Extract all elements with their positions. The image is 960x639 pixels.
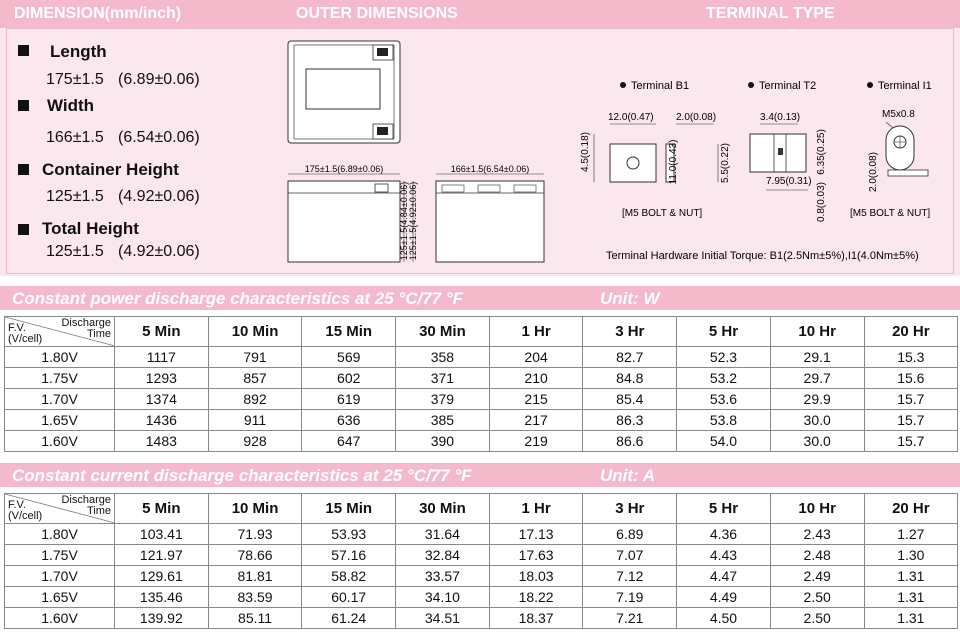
bullet-icon xyxy=(18,100,29,111)
i1-bolt: M5x0.8 xyxy=(882,109,915,120)
table-cell: 2.50 xyxy=(770,587,864,608)
table-corner-cell xyxy=(5,494,115,524)
table-cell: 29.1 xyxy=(770,347,864,368)
column-header: 15 Min xyxy=(302,317,396,347)
table-cell: 1117 xyxy=(115,347,209,368)
table-row xyxy=(5,524,958,545)
column-header: 5 Hr xyxy=(677,317,771,347)
column-header: 10 Min xyxy=(208,494,302,524)
dim-total-height-mm: 125±1.5 xyxy=(46,243,104,260)
current-discharge-table xyxy=(4,493,958,629)
dim-total-height-inch: (4.92±0.06) xyxy=(118,243,200,260)
table-cell: 219 xyxy=(489,431,583,452)
table-cell: 2.43 xyxy=(770,524,864,545)
table-cell: 32.84 xyxy=(396,545,490,566)
table-header-row xyxy=(5,317,958,347)
table-row xyxy=(5,608,958,629)
dim-length-label: Length xyxy=(50,42,107,61)
terminal-drawings xyxy=(570,72,955,272)
table-cell: 139.92 xyxy=(115,608,209,629)
b1-h3: 5.5(0.22) xyxy=(720,142,731,184)
table-cell: 60.17 xyxy=(302,587,396,608)
table-cell: 17.13 xyxy=(489,524,583,545)
table-cell: 1483 xyxy=(115,431,209,452)
b1-w2: 2.0(0.08) xyxy=(676,112,717,123)
power-discharge-table xyxy=(4,316,958,452)
current-section-title-bar xyxy=(0,463,960,487)
table-cell: 6.89 xyxy=(583,524,677,545)
terminal-b1 xyxy=(580,80,731,219)
table-row xyxy=(5,566,958,587)
table-cell: 569 xyxy=(302,347,396,368)
t2-h2: 0.8(0.03) xyxy=(816,181,827,223)
column-header: 20 Hr xyxy=(864,494,958,524)
table-cell: 18.22 xyxy=(489,587,583,608)
table-cell: 33.57 xyxy=(396,566,490,587)
table-cell: 4.47 xyxy=(677,566,771,587)
table-cell: 215 xyxy=(489,389,583,410)
dim-container-height-label: Container Height xyxy=(42,160,179,179)
b1-w1: 12.0(0.47) xyxy=(608,112,654,123)
table-cell: 2.49 xyxy=(770,566,864,587)
bullet-icon xyxy=(867,82,873,88)
power-section-unit: Unit: W xyxy=(600,289,660,308)
table-cell: 15.6 xyxy=(864,368,958,389)
b1-h2: 11.0(0.43) xyxy=(668,139,679,185)
column-header: 5 Min xyxy=(115,494,209,524)
row-voltage-cell: 1.70V xyxy=(5,566,115,587)
table-row xyxy=(5,347,958,368)
table-cell: 29.9 xyxy=(770,389,864,410)
t2-w1: 3.4(0.13) xyxy=(760,112,801,123)
dim-length-inch: (6.89±0.06) xyxy=(118,71,200,88)
table-cell: 4.49 xyxy=(677,587,771,608)
bullet-icon xyxy=(620,82,626,88)
corner-fv: F.V. xyxy=(8,322,26,334)
table-cell: 57.16 xyxy=(302,545,396,566)
table-cell: 53.6 xyxy=(677,389,771,410)
outer-dimensions-drawing xyxy=(280,36,580,268)
table-cell: 84.8 xyxy=(583,368,677,389)
table-cell: 7.07 xyxy=(583,545,677,566)
table-cell: 1436 xyxy=(115,410,209,431)
table-cell: 34.10 xyxy=(396,587,490,608)
table-cell: 17.63 xyxy=(489,545,583,566)
column-header: 1 Hr xyxy=(489,317,583,347)
table-cell: 1293 xyxy=(115,368,209,389)
table-cell: 911 xyxy=(208,410,302,431)
column-header: 30 Min xyxy=(396,494,490,524)
table-cell: 85.11 xyxy=(208,608,302,629)
table-cell: 135.46 xyxy=(115,587,209,608)
height-label-a: 125±1.5(4.84±0.06) xyxy=(399,181,409,261)
table-row xyxy=(5,431,958,452)
table-row xyxy=(5,410,958,431)
row-voltage-cell: 1.80V xyxy=(5,524,115,545)
table-cell: 58.82 xyxy=(302,566,396,587)
table-cell: 29.7 xyxy=(770,368,864,389)
terminal-i1-name: Terminal I1 xyxy=(878,80,932,92)
table-cell: 85.4 xyxy=(583,389,677,410)
i1-h1: 2.0(0.08) xyxy=(868,151,879,193)
dim-total-height-label: Total Height xyxy=(42,219,139,238)
table-cell: 636 xyxy=(302,410,396,431)
table-cell: 892 xyxy=(208,389,302,410)
table-cell: 103.41 xyxy=(115,524,209,545)
battery-side-view xyxy=(436,164,544,262)
column-header: 10 Hr xyxy=(770,494,864,524)
table-row xyxy=(5,389,958,410)
column-header: 10 Hr xyxy=(770,317,864,347)
column-header: 15 Min xyxy=(302,494,396,524)
table-cell: 86.6 xyxy=(583,431,677,452)
row-voltage-cell: 1.75V xyxy=(5,368,115,389)
table-cell: 210 xyxy=(489,368,583,389)
table-cell: 602 xyxy=(302,368,396,389)
column-header: 5 Min xyxy=(115,317,209,347)
b1-note: [M5 BOLT & NUT] xyxy=(622,208,703,219)
table-header-row xyxy=(5,494,958,524)
corner-vcell: (V/cell) xyxy=(8,510,43,522)
table-cell: 1.31 xyxy=(864,608,958,629)
terminal-b1-name: Terminal B1 xyxy=(631,80,690,92)
row-voltage-cell: 1.60V xyxy=(5,608,115,629)
table-cell: 2.50 xyxy=(770,608,864,629)
battery-top-view xyxy=(288,41,400,143)
corner-vcell: (V/cell) xyxy=(8,333,43,345)
table-cell: 2.48 xyxy=(770,545,864,566)
height-label-b: 125±1.5(4.92±0.06) xyxy=(408,181,418,261)
table-cell: 53.8 xyxy=(677,410,771,431)
column-header: 3 Hr xyxy=(583,494,677,524)
t2-h1: 6.35(0.25) xyxy=(816,129,827,175)
table-cell: 1374 xyxy=(115,389,209,410)
table-row xyxy=(5,587,958,608)
table-cell: 34.51 xyxy=(396,608,490,629)
battery-front-view xyxy=(288,164,418,262)
table-cell: 18.03 xyxy=(489,566,583,587)
table-cell: 30.0 xyxy=(770,410,864,431)
side-width-label: 166±1.5(6.54±0.06) xyxy=(450,164,530,174)
front-width-label: 175±1.5(6.89±0.06) xyxy=(304,164,384,174)
table-cell: 31.64 xyxy=(396,524,490,545)
table-cell: 83.59 xyxy=(208,587,302,608)
i1-note: [M5 BOLT & NUT] xyxy=(850,208,931,219)
table-cell: 61.24 xyxy=(302,608,396,629)
row-voltage-cell: 1.80V xyxy=(5,347,115,368)
table-cell: 81.81 xyxy=(208,566,302,587)
table-cell: 204 xyxy=(489,347,583,368)
dim-width-mm: 166±1.5 xyxy=(46,129,104,146)
table-cell: 390 xyxy=(396,431,490,452)
corner-time: Time xyxy=(86,505,111,517)
corner-discharge: Discharge xyxy=(61,317,111,329)
table-cell: 385 xyxy=(396,410,490,431)
column-header: 20 Hr xyxy=(864,317,958,347)
terminal-t2 xyxy=(748,80,827,222)
bullet-icon xyxy=(18,45,29,56)
table-cell: 4.50 xyxy=(677,608,771,629)
corner-time: Time xyxy=(86,328,111,340)
outer-dimensions-header: OUTER DIMENSIONS xyxy=(296,5,458,22)
row-voltage-cell: 1.70V xyxy=(5,389,115,410)
table-cell: 7.19 xyxy=(583,587,677,608)
current-section-title: Constant current discharge characteristics at 25 °C/77 °F xyxy=(12,466,472,485)
row-voltage-cell: 1.75V xyxy=(5,545,115,566)
dimension-header: DIMENSION(mm/inch) xyxy=(14,5,182,22)
terminal-type-header: TERMINAL TYPE xyxy=(706,5,835,22)
table-cell: 78.66 xyxy=(208,545,302,566)
table-cell: 1.31 xyxy=(864,587,958,608)
table-row xyxy=(5,368,958,389)
table-cell: 15.3 xyxy=(864,347,958,368)
table-cell: 358 xyxy=(396,347,490,368)
table-cell: 217 xyxy=(489,410,583,431)
table-cell: 647 xyxy=(302,431,396,452)
dim-length-mm: 175±1.5 xyxy=(46,71,104,88)
table-cell: 71.93 xyxy=(208,524,302,545)
table-row xyxy=(5,545,958,566)
dim-container-height-mm: 125±1.5 xyxy=(46,188,104,205)
terminal-t2-name: Terminal T2 xyxy=(759,80,817,92)
table-cell: 379 xyxy=(396,389,490,410)
column-header: 5 Hr xyxy=(677,494,771,524)
table-cell: 15.7 xyxy=(864,389,958,410)
column-header: 1 Hr xyxy=(489,494,583,524)
table-cell: 129.61 xyxy=(115,566,209,587)
table-cell: 52.3 xyxy=(677,347,771,368)
table-cell: 54.0 xyxy=(677,431,771,452)
table-cell: 15.7 xyxy=(864,431,958,452)
table-cell: 791 xyxy=(208,347,302,368)
column-header: 30 Min xyxy=(396,317,490,347)
table-cell: 371 xyxy=(396,368,490,389)
column-header: 3 Hr xyxy=(583,317,677,347)
power-section-title: Constant power discharge characteristics at 25 °C/77 °F xyxy=(12,289,464,308)
table-cell: 1.30 xyxy=(864,545,958,566)
row-voltage-cell: 1.60V xyxy=(5,431,115,452)
current-section-unit: Unit: A xyxy=(600,466,656,485)
table-cell: 4.36 xyxy=(677,524,771,545)
column-header: 10 Min xyxy=(208,317,302,347)
table-cell: 53.93 xyxy=(302,524,396,545)
table-cell: 121.97 xyxy=(115,545,209,566)
table-cell: 86.3 xyxy=(583,410,677,431)
torque-note: Terminal Hardware Initial Torque: B1(2.5Nm±5%),I1(4.0Nm±5%) xyxy=(606,250,919,262)
bullet-icon xyxy=(748,82,754,88)
row-voltage-cell: 1.65V xyxy=(5,587,115,608)
table-cell: 7.12 xyxy=(583,566,677,587)
bullet-icon xyxy=(18,224,29,235)
table-cell: 18.37 xyxy=(489,608,583,629)
table-cell: 30.0 xyxy=(770,431,864,452)
corner-discharge: Discharge xyxy=(61,494,111,506)
top-header-bar xyxy=(0,0,960,28)
table-cell: 4.43 xyxy=(677,545,771,566)
bullet-icon xyxy=(18,164,29,175)
terminal-i1 xyxy=(850,80,932,219)
corner-fv: F.V. xyxy=(8,499,26,511)
dim-width-label: Width xyxy=(47,96,95,115)
dim-container-height-inch: (4.92±0.06) xyxy=(118,188,200,205)
table-cell: 82.7 xyxy=(583,347,677,368)
table-cell: 928 xyxy=(208,431,302,452)
table-cell: 1.27 xyxy=(864,524,958,545)
table-cell: 857 xyxy=(208,368,302,389)
dim-width-inch: (6.54±0.06) xyxy=(118,129,200,146)
power-section-title-bar xyxy=(0,286,960,310)
row-voltage-cell: 1.65V xyxy=(5,410,115,431)
t2-w2: 7.95(0.31) xyxy=(766,176,812,187)
b1-h1: 4.5(0.18) xyxy=(580,131,591,173)
table-cell: 1.31 xyxy=(864,566,958,587)
table-cell: 15.7 xyxy=(864,410,958,431)
table-cell: 53.2 xyxy=(677,368,771,389)
table-cell: 7.21 xyxy=(583,608,677,629)
table-corner-cell xyxy=(5,317,115,347)
table-cell: 619 xyxy=(302,389,396,410)
